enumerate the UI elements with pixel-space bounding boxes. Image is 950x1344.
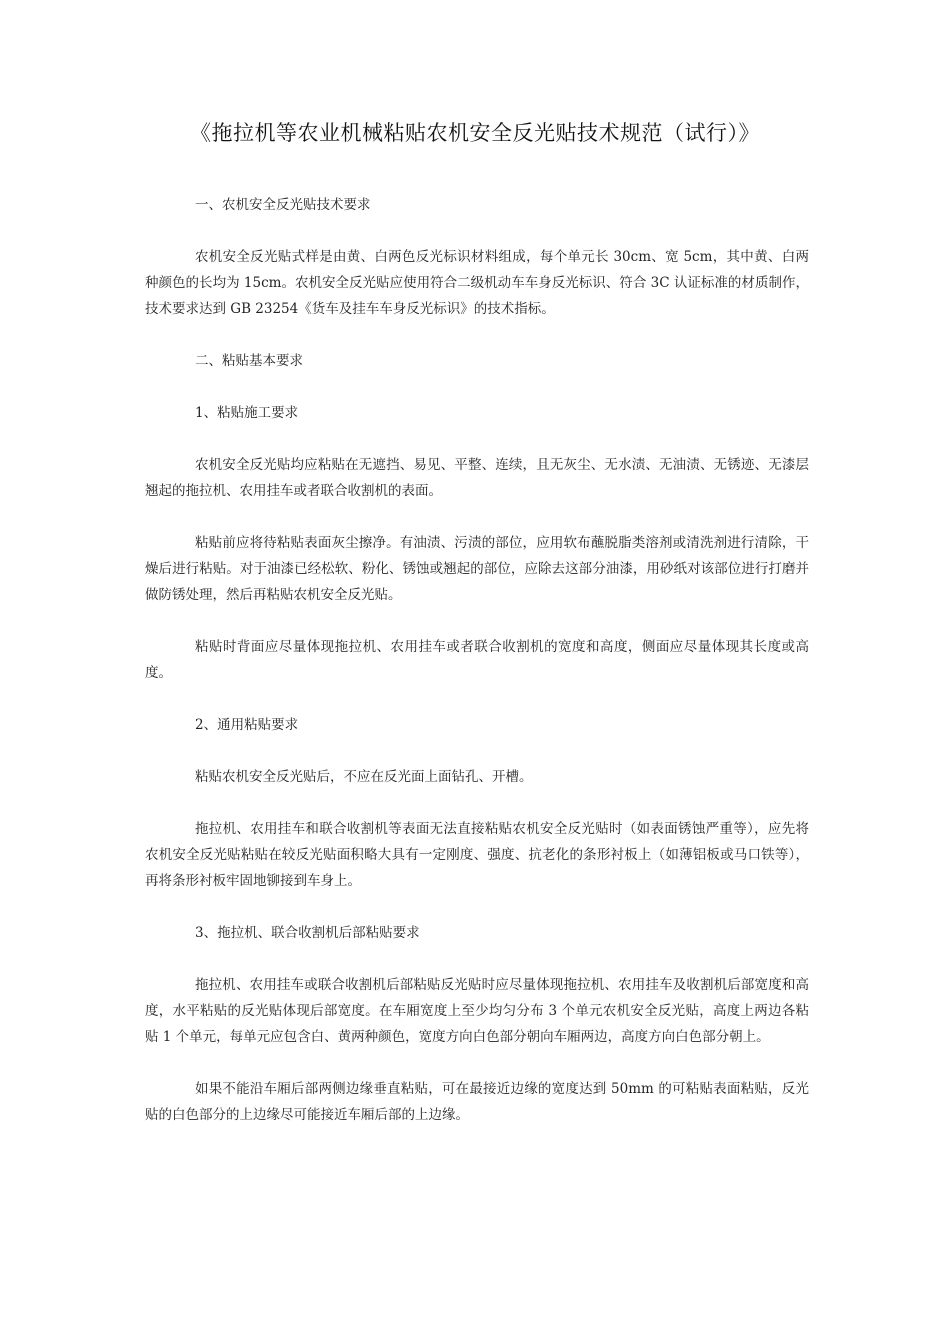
paragraph: 如果不能沿车厢后部两侧边缘垂直粘贴，可在最接近边缘的宽度达到 50mm 的可粘贴表面粘贴，反光贴的白色部分的上边缘尽可能接近车厢后部的上边缘。 xyxy=(145,1081,809,1123)
paragraph: 拖拉机、农用挂车或联合收割机后部粘贴反光贴时应尽量体现拖拉机、农用挂车及收割机后部宽度和高度，水平粘贴的反光贴体现后部宽度。在车厢宽度上至少均匀分布 3 个单元农机安全反光贴，高度上两边各粘贴 1 个单元，每单元应包含白、黄两种颜色，宽度方向白色部分朝向车厢两边，高度方向白色部分朝上。 xyxy=(145,977,809,1045)
paragraph: 农机安全反光贴式样是由黄、白两色反光标识材料组成，每个单元长 30cm、宽 5cm，其中黄、白两种颜色的长均为 15cm。农机安全反光贴应使用符合二级机动车车身反光标识、符合 3C 认证标准的材质制作，技术要求达到 GB 23254《货车及挂车车身反光标识》的技术指标。 xyxy=(145,249,809,317)
section-heading: 一、农机安全反光贴技术要求 xyxy=(195,197,371,213)
document-body xyxy=(145,192,809,1154)
paragraph: 农机安全反光贴均应粘贴在无遮挡、易见、平整、连续，且无灰尘、无水渍、无油渍、无锈迹、无漆层翘起的拖拉机、农用挂车或者联合收割机的表面。 xyxy=(145,457,809,499)
section-heading: 二、粘贴基本要求 xyxy=(195,353,303,369)
paragraph: 粘贴农机安全反光贴后，不应在反光面上面钻孔、开槽。 xyxy=(195,769,533,785)
subsection-heading: 1、粘贴施工要求 xyxy=(195,405,299,421)
paragraph: 粘贴前应将待粘贴表面灰尘擦净。有油渍、污渍的部位，应用软布蘸脱脂类溶剂或清洗剂进行清除，干燥后进行粘贴。对于油漆已经松软、粉化、锈蚀或翘起的部位，应除去这部分油漆，用砂纸对该部位进行打磨并做防锈处理，然后再粘贴农机安全反光贴。 xyxy=(145,535,809,603)
document-title: 《拖拉机等农业机械粘贴农机安全反光贴技术规范（试行）》 xyxy=(190,121,760,145)
subsection-heading: 3、拖拉机、联合收割机后部粘贴要求 xyxy=(195,925,420,941)
paragraph: 粘贴时背面应尽量体现拖拉机、农用挂车或者联合收割机的宽度和高度，侧面应尽量体现其长度或高度。 xyxy=(145,639,809,681)
subsection-heading: 2、通用粘贴要求 xyxy=(195,717,299,733)
paragraph: 拖拉机、农用挂车和联合收割机等表面无法直接粘贴农机安全反光贴时（如表面锈蚀严重等），应先将农机安全反光贴粘贴在较反光贴面积略大具有一定刚度、强度、抗老化的条形衬板上（如薄铝板或马口铁等），再将条形衬板牢固地铆接到车身上。 xyxy=(145,821,809,889)
